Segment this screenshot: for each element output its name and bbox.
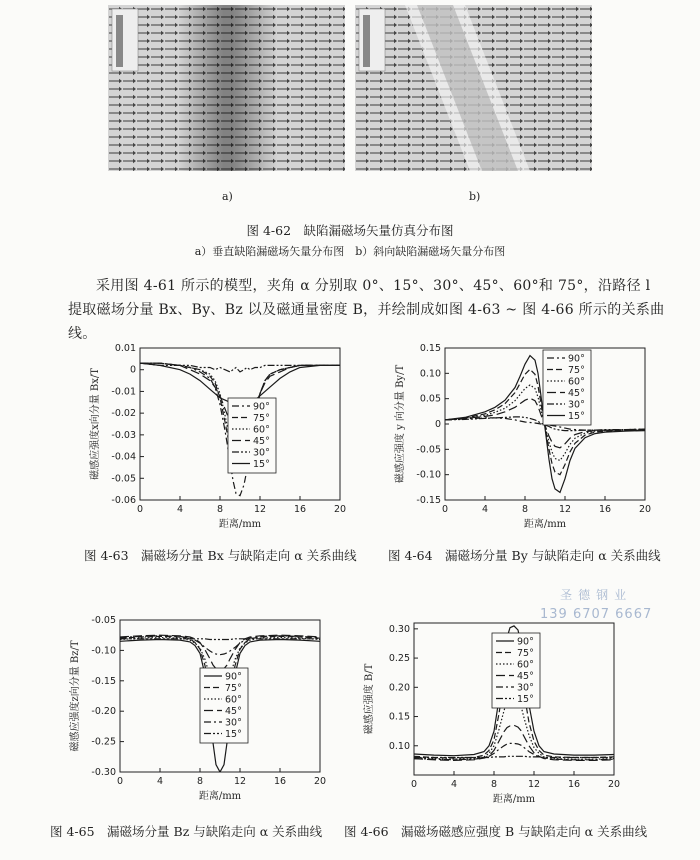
- y-tick-label: 0.10: [419, 368, 441, 380]
- y-tick-label: -0.04: [111, 451, 136, 463]
- chart-fig65: [58, 612, 340, 808]
- y-tick-label: 0.15: [419, 343, 441, 354]
- legend-label: 75°: [568, 365, 585, 376]
- legend-label: 75°: [517, 648, 534, 659]
- chart-fig66: [360, 615, 642, 811]
- legend-label: 45°: [225, 706, 242, 717]
- y-tick-label: 0: [129, 364, 136, 376]
- x-tick-label: 12: [527, 779, 541, 790]
- y-tick-label: -0.01: [111, 386, 136, 398]
- y-tick-label: 0.25: [388, 653, 410, 665]
- x-axis-label: 距离/mm: [492, 794, 536, 805]
- x-tick-label: 4: [176, 504, 184, 515]
- y-tick-label: 0.10: [388, 740, 410, 752]
- chart-fig64: [395, 340, 685, 536]
- series-line-15deg: [120, 639, 320, 640]
- y-tick-label: 0.15: [388, 711, 410, 723]
- chart-fig64-svg: [395, 340, 685, 536]
- x-axis-label: 距离/mm: [218, 519, 262, 530]
- y-tick-label: -0.10: [416, 469, 441, 481]
- legend-label: 45°: [517, 671, 534, 682]
- legend-label: 30°: [568, 399, 585, 411]
- legend: [200, 668, 248, 743]
- legend-label: 60°: [225, 694, 242, 706]
- y-tick-label: -0.03: [111, 429, 136, 441]
- y-tick-label: -0.15: [91, 675, 116, 687]
- legend-label: 30°: [253, 447, 270, 459]
- legend-label: 75°: [253, 413, 270, 424]
- x-tick-label: 8: [216, 504, 224, 515]
- y-tick-label: 0.30: [388, 623, 410, 635]
- legend-label: 90°: [517, 636, 534, 648]
- x-tick-label: 8: [521, 504, 529, 515]
- vector-field-vertical-svg: [108, 5, 345, 171]
- legend-label: 30°: [225, 717, 242, 729]
- y-tick-label: -0.15: [416, 495, 441, 506]
- y-tick-label: 0.01: [114, 343, 136, 354]
- x-tick-label: 12: [558, 504, 572, 515]
- series-line-45deg: [120, 635, 320, 670]
- legend-label: 15°: [225, 729, 242, 740]
- x-tick-label: 16: [293, 504, 307, 515]
- y-tick-label: -0.10: [91, 645, 116, 657]
- y-tick-label: 0: [434, 419, 441, 430]
- x-tick-label: 0: [410, 779, 418, 790]
- legend-label: 60°: [517, 659, 534, 671]
- x-tick-label: 8: [196, 776, 204, 787]
- legend-label: 90°: [568, 353, 585, 365]
- legend-label: 15°: [253, 459, 270, 470]
- watermark: [540, 586, 652, 622]
- watermark-line2: 139 6707 6667: [540, 607, 653, 622]
- legend: [228, 398, 276, 473]
- legend-label: 90°: [253, 401, 270, 413]
- y-tick-label: -0.05: [111, 473, 136, 485]
- vector-field-oblique-defect: [355, 5, 592, 171]
- vector-field-oblique-svg: [355, 5, 592, 171]
- legend-label: 60°: [253, 424, 270, 436]
- x-tick-label: 0: [116, 776, 124, 787]
- chart-fig63-svg: [78, 340, 360, 536]
- x-tick-label: 20: [333, 504, 347, 515]
- x-tick-label: 4: [481, 504, 489, 515]
- legend-label: 15°: [568, 411, 585, 422]
- fig62-title: 图 4-62 缺陷漏磁场矢量仿真分布图: [246, 223, 454, 238]
- chart-fig65-svg: [58, 612, 340, 808]
- x-tick-label: 16: [567, 779, 581, 790]
- y-tick-label: -0.05: [91, 615, 116, 626]
- x-axis-label: 距离/mm: [198, 791, 242, 802]
- fig65-caption: 图 4-65 漏磁场分量 Bz 与缺陷走向 α 关系曲线: [50, 824, 323, 839]
- x-tick-label: 20: [607, 779, 621, 790]
- y-tick-label: 0.05: [419, 393, 441, 405]
- legend-label: 75°: [225, 683, 242, 694]
- y-tick-label: -0.30: [91, 767, 116, 778]
- label-b: b): [469, 190, 481, 203]
- x-tick-label: 12: [253, 504, 267, 515]
- x-tick-label: 16: [598, 504, 612, 515]
- x-tick-label: 20: [313, 776, 327, 787]
- body-paragraph: 采用图 4-61 所示的模型，夹角 α 分别取 0°、15°、30°、45°、60°和 75°，沿路径 l 提取磁场分量 Bx、By、Bz 以及磁通量密度 B，并绘制成如图 4-63 ~ 图 4-66 所示的关系曲线。: [68, 278, 665, 342]
- y-tick-label: 0.20: [388, 682, 410, 694]
- fig63-caption: 图 4-63 漏磁场分量 Bx 与缺陷走向 α 关系曲线: [84, 548, 357, 563]
- legend-label: 45°: [568, 388, 585, 399]
- y-tick-label: -0.02: [111, 408, 136, 420]
- y-tick-label: -0.25: [91, 736, 116, 748]
- x-tick-label: 20: [638, 504, 652, 515]
- watermark-line1: 圣德钢业: [560, 588, 633, 602]
- y-tick-label: -0.06: [111, 495, 136, 506]
- legend: [492, 633, 540, 708]
- x-tick-label: 0: [441, 504, 449, 515]
- legend-label: 60°: [568, 376, 585, 388]
- fig64-caption: 图 4-64 漏磁场分量 By 与缺陷走向 α 关系曲线: [388, 548, 661, 563]
- x-axis-label: 距离/mm: [523, 519, 567, 530]
- legend-label: 30°: [517, 682, 534, 694]
- x-tick-label: 16: [273, 776, 287, 787]
- x-tick-label: 4: [450, 779, 458, 790]
- y-axis-label: 磁感应强度 B/T: [364, 663, 375, 735]
- legend: [543, 350, 591, 425]
- y-axis-label: 磁感应强度z向分量 Bz/T: [70, 640, 81, 752]
- x-tick-label: 12: [233, 776, 247, 787]
- x-tick-label: 8: [490, 779, 498, 790]
- y-axis-label: 磁感应强度x向分量 Bx/T: [90, 368, 101, 480]
- label-a: a): [222, 190, 233, 203]
- x-tick-label: 4: [156, 776, 164, 787]
- series-line-15deg: [414, 756, 614, 757]
- chart-fig63: [78, 340, 360, 536]
- y-tick-label: -0.05: [416, 444, 441, 456]
- vector-field-vertical-defect: [108, 5, 345, 171]
- legend-label: 90°: [225, 671, 242, 683]
- x-tick-label: 0: [136, 504, 144, 515]
- legend-label: 15°: [517, 694, 534, 705]
- legend-label: 45°: [253, 436, 270, 447]
- fig66-caption: 图 4-66 漏磁场磁感应强度 B 与缺陷走向 α 关系曲线: [344, 824, 648, 839]
- y-tick-label: -0.20: [91, 706, 116, 718]
- chart-fig66-svg: [360, 615, 642, 811]
- fig62-subtitle: a）垂直缺陷漏磁场矢量分布图 b）斜向缺陷漏磁场矢量分布图: [194, 245, 506, 258]
- y-axis-label: 磁感应强度 y 向分量 By/T: [395, 364, 406, 484]
